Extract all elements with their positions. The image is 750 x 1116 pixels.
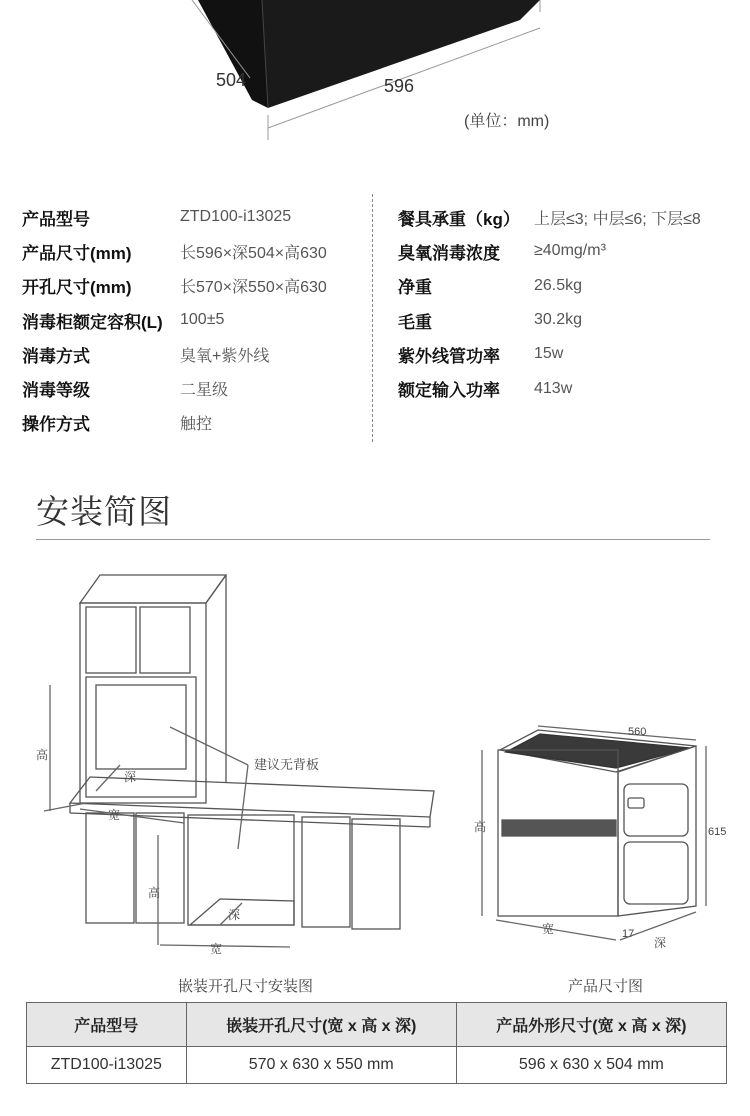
spec-value: ≥40mg/m³ (534, 242, 606, 260)
table-header: 产品型号 (27, 1003, 187, 1047)
table-header: 嵌装开孔尺寸(宽 x 高 x 深) (186, 1003, 456, 1047)
product-caption: 产品尺寸图 (568, 978, 644, 995)
section-title: 安装简图 (36, 493, 172, 530)
spec-label: 消毒柜额定容积(L) (22, 312, 163, 332)
spec-row (398, 234, 750, 268)
spec-row (398, 371, 750, 405)
spec-value: 长596×深504×高630 (180, 244, 327, 262)
spec-value: 长570×深550×高630 (180, 279, 327, 297)
installation-diagram (30, 565, 450, 965)
product-depth-label: 深 (654, 936, 667, 950)
spec-row (22, 371, 382, 405)
install-note-label: 建议无背板 (254, 757, 320, 772)
table-row (27, 1047, 727, 1084)
unit-label: (单位：mm) (464, 113, 550, 130)
install-depth2-label: 深 (228, 908, 241, 922)
spec-row (22, 303, 382, 337)
spec-label: 紫外线管功率 (398, 346, 500, 366)
table-cell: 570 x 630 x 550 mm (186, 1047, 456, 1084)
spec-row (22, 234, 382, 268)
table-header: 产品外形尺寸(宽 x 高 x 深) (456, 1003, 726, 1047)
spec-label: 产品型号 (22, 209, 90, 229)
spec-value: ZTD100-i13025 (180, 208, 292, 226)
table-cell: ZTD100-i13025 (27, 1047, 187, 1084)
table-header-row (27, 1003, 727, 1047)
spec-value: 15w (534, 345, 564, 363)
spec-label: 消毒等级 (22, 381, 90, 401)
product-height-label: 高 (474, 820, 487, 834)
spec-row (398, 303, 750, 337)
spec-label: 毛重 (398, 312, 432, 332)
spec-row (398, 200, 750, 234)
product-top-sketch (0, 0, 750, 150)
spec-row (22, 337, 382, 371)
dimension-table (26, 1002, 727, 1084)
section-divider (36, 539, 710, 540)
spec-value: 30.2kg (534, 311, 583, 329)
spec-value: 100±5 (180, 311, 225, 329)
spec-label: 操作方式 (22, 415, 90, 435)
spec-row (22, 406, 382, 440)
spec-value: 26.5kg (534, 276, 583, 294)
spec-row (398, 337, 750, 371)
install-height2-label: 高 (148, 886, 161, 900)
spec-label: 开孔尺寸(mm) (22, 278, 132, 298)
install-height-label: 高 (36, 748, 49, 762)
spec-value: 二星级 (180, 382, 229, 400)
spec-value: 413w (534, 379, 573, 397)
spec-list-left (22, 200, 382, 440)
product-side-dim-label: 17 (622, 928, 635, 940)
spec-label: 臭氧消毒浓度 (398, 243, 500, 263)
spec-label: 产品尺寸(mm) (22, 243, 132, 263)
spec-label: 额定输入功率 (398, 381, 500, 401)
spec-label: 餐具承重（kg） (398, 209, 520, 229)
spec-value: 臭氧+紫外线 (180, 347, 270, 365)
spec-list-right (398, 200, 750, 406)
top-width-label: 596 (384, 76, 415, 96)
top-depth-label: 504 (216, 70, 247, 90)
spec-label: 净重 (398, 278, 432, 298)
install-caption: 嵌装开孔尺寸安装图 (178, 978, 314, 995)
spec-value: 上层≤3; 中层≤6; 下层≤8 (534, 210, 701, 228)
product-top-dim-label: 560 (628, 726, 647, 738)
install-depth-label: 深 (124, 770, 137, 784)
spec-row (398, 269, 750, 303)
install-width-label: 宽 (108, 808, 121, 822)
install-width2-label: 宽 (210, 942, 223, 956)
spec-row (22, 200, 382, 234)
product-width-label: 宽 (542, 922, 555, 936)
spec-row (22, 269, 382, 303)
spec-divider (372, 194, 373, 442)
table-cell: 596 x 630 x 504 mm (456, 1047, 726, 1084)
product-height-dim-label: 615 (708, 826, 727, 838)
product-dimension-diagram (470, 710, 730, 965)
spec-label: 消毒方式 (22, 346, 90, 366)
spec-value: 触控 (180, 416, 213, 434)
